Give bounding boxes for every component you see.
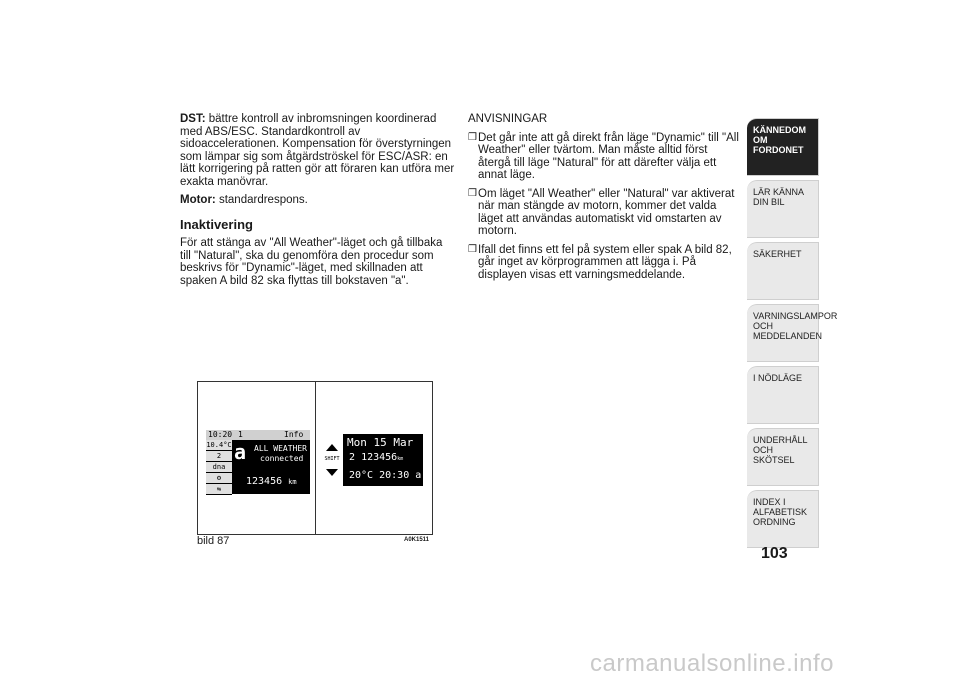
shift-indicator — [321, 434, 343, 486]
list-item — [468, 188, 743, 238]
list-item-text: Om läget "All Weather" eller "Natural" var aktiverat när man stängde av motorn, kommer det valda läget att användas automatiskt vid omstarten av motorn. — [478, 187, 735, 237]
checkbox-icon: ❒ — [468, 131, 477, 143]
dst-term: DST: — [180, 113, 206, 125]
dst-text: bättre kontroll av inbromsningen koordinerad med ABS/ESC. Standardkontroll av sidoaccelerationen. Kompensation för överstyrningen som lämpar sig som åtgärdströskel för ESC/ASR: en lätt korrigering på ratten gör att föraren kan utföra mer exakta manövrar. — [180, 113, 455, 188]
mode-line1: ALL WEATHER — [254, 444, 307, 453]
right-display — [325, 434, 423, 486]
display-topbar — [206, 430, 310, 440]
notes-title: ANVISNINGAR — [468, 113, 548, 125]
figure-code: A0K1511 — [404, 537, 430, 543]
page-number: 103 — [761, 545, 788, 562]
display-time: 10:20 — [208, 430, 233, 439]
checkbox-icon: ❒ — [468, 187, 477, 199]
mode-line2: connected — [260, 454, 304, 463]
motor-term: Motor: — [180, 194, 216, 206]
temp-time: 20°C 20:30 a — [349, 470, 422, 481]
display-side-item: 10.4°C — [206, 441, 232, 449]
display-date: Mon 15 Mar — [347, 436, 414, 449]
motor-text: standardrespons. — [218, 194, 308, 206]
tab-sakerhet[interactable]: SÄKERHET — [747, 242, 819, 300]
watermark: carmanualsonline.info — [590, 650, 834, 677]
down-arrow-icon — [326, 469, 338, 476]
tab-varningslampor[interactable]: VARNINGSLAMPOR OCH MEDDELANDEN — [747, 304, 819, 362]
tab-underhall[interactable]: UNDERHÅLL OCH SKÖTSEL — [747, 428, 819, 486]
notes-list — [468, 132, 743, 282]
display-side-item: ⚙ — [206, 473, 232, 484]
tab-i-nodlage[interactable]: I NÖDLÄGE — [747, 366, 819, 424]
display-side-item: 2 — [206, 451, 232, 462]
tab-lar-kanna-din-bil[interactable]: LÄR KÄNNA DIN BIL — [747, 180, 819, 238]
motor-paragraph — [180, 194, 455, 207]
deactivation-paragraph: För att stänga av "All Weather"-läget och gå tillbaka till "Natural", ska du genomföra den procedur som beskrivs för "Dynamic"-läget, med skillnaden att spaken A bild 82 ska flyttas till bokstaven "a". — [180, 237, 443, 287]
display-side-panel — [206, 440, 232, 494]
list-item-text: Ifall det finns ett fel på system eller spak A bild 82, går inget av körprogrammen att lägga i. På displayen visas ett varningsmeddelande. — [478, 243, 732, 281]
display-info: Info — [284, 430, 304, 439]
figure-display-illustration — [197, 381, 433, 535]
display-side-item: ⇆ — [206, 484, 232, 495]
list-item — [468, 244, 743, 282]
figure-divider — [315, 382, 316, 534]
right-column — [468, 113, 743, 287]
tab-index[interactable]: INDEX I ALFABETISK ORDNING — [747, 490, 819, 548]
section-heading: Inaktivering — [180, 216, 253, 232]
odometer: 2 123456km — [349, 452, 404, 463]
tab-kannedom-om-fordonet[interactable]: KÄNNEDOM OM FORDONET — [747, 118, 819, 176]
dst-paragraph — [180, 113, 455, 188]
mode-letter: a — [234, 440, 247, 464]
display-side-item: dna — [206, 462, 232, 473]
shift-label: SHIFT — [324, 456, 340, 462]
list-item-text: Det går inte att gå direkt från läge "Dynamic" till "All Weather" eller tvärtom. Man måste alltid först återgå till läge "Natural" för att därefter välja ett annat läge. — [478, 131, 739, 181]
up-arrow-icon — [326, 444, 338, 451]
checkbox-icon: ❒ — [468, 243, 477, 255]
display-gear: 1 — [238, 430, 243, 439]
left-display — [206, 430, 310, 494]
left-column — [180, 113, 455, 293]
list-item — [468, 132, 743, 182]
figure-caption: bild 87 — [197, 535, 230, 547]
odometer: 123456 km — [246, 476, 297, 487]
